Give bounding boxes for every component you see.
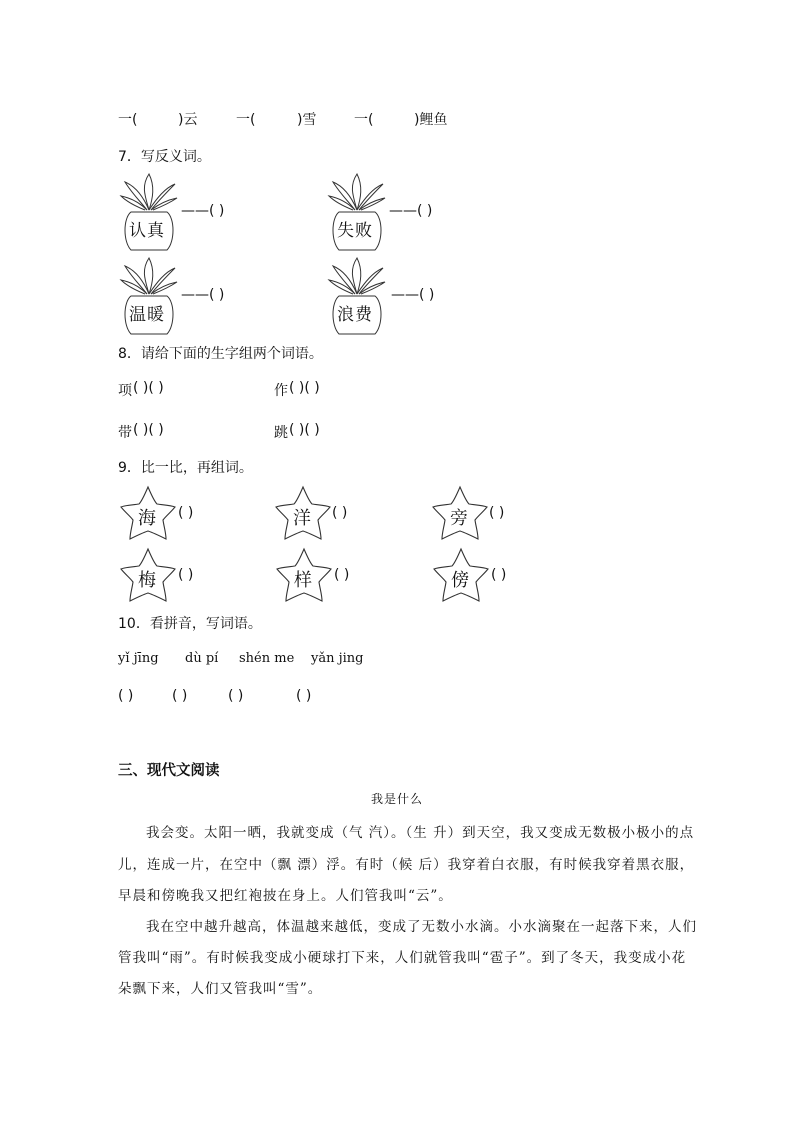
q7-blank-4[interactable]: ——( ) bbox=[391, 287, 435, 303]
q8-blanks-2[interactable]: ( )( ) bbox=[289, 380, 320, 396]
q9-blank-6[interactable]: ( ) bbox=[491, 567, 507, 583]
q9-blank-2[interactable]: ( ) bbox=[332, 505, 348, 521]
q8-char-4: 跳 bbox=[274, 425, 288, 441]
q8-blanks-4[interactable]: ( )( ) bbox=[289, 422, 320, 438]
q8-blanks-1[interactable]: ( )( ) bbox=[133, 380, 164, 396]
star-6 bbox=[431, 546, 495, 606]
passage-line-2: 儿，连成一片，在空中（飘 漂）浮。有时（候 后）我穿着白衣服，有时候我穿着黑衣服， bbox=[118, 857, 695, 873]
passage-line-6: 朵飘下来，人们又管我叫“雪”。 bbox=[118, 981, 323, 997]
pineapple-4 bbox=[327, 256, 387, 336]
q10-pinyin-2: dù pí bbox=[185, 651, 219, 666]
q10-blank-1[interactable]: ( ) bbox=[118, 688, 134, 704]
q7-blank-3[interactable]: ——( ) bbox=[181, 287, 225, 303]
q6-item-3-suffix: )鲤鱼 bbox=[414, 112, 448, 128]
q10-pinyin-3: shén me bbox=[239, 651, 295, 666]
star-char-1: 海 bbox=[138, 508, 156, 529]
star-char-6: 傍 bbox=[451, 570, 469, 591]
q10-blank-3[interactable]: ( ) bbox=[228, 688, 244, 704]
passage-title: 我是什么 bbox=[370, 792, 423, 806]
q10-title: 10．看拼音，写词语。 bbox=[118, 616, 262, 632]
pineapple-word-3: 温暖 bbox=[129, 305, 165, 325]
q8-char-3: 带 bbox=[118, 425, 132, 441]
pineapple-word-2: 失败 bbox=[337, 221, 373, 241]
q6-item-2-prefix: 一( bbox=[236, 112, 256, 128]
q8-char-2: 作 bbox=[274, 383, 288, 399]
star-2 bbox=[273, 484, 337, 544]
pineapple-1 bbox=[119, 172, 179, 252]
star-1 bbox=[118, 484, 182, 544]
passage-line-3: 早晨和傍晚我又把红袍披在身上。人们管我叫“云”。 bbox=[118, 888, 453, 904]
q8-char-1: 项 bbox=[118, 383, 132, 399]
q9-blank-1[interactable]: ( ) bbox=[178, 505, 194, 521]
star-3 bbox=[430, 484, 494, 544]
pineapple-2 bbox=[327, 172, 387, 252]
q10-blank-2[interactable]: ( ) bbox=[172, 688, 188, 704]
pineapple-word-1: 认真 bbox=[129, 221, 165, 241]
passage-line-4: 我在空中越升越高，体温越来越低，变成了无数小水滴。小水滴聚在一起落下来，人们 bbox=[146, 919, 697, 935]
q6-item-1-suffix: )云 bbox=[178, 112, 198, 128]
q9-blank-4[interactable]: ( ) bbox=[178, 567, 194, 583]
star-char-3: 旁 bbox=[450, 508, 468, 529]
q9-blank-5[interactable]: ( ) bbox=[334, 567, 350, 583]
q6-item-1-prefix: 一( bbox=[118, 112, 138, 128]
star-5 bbox=[274, 546, 338, 606]
q6-item-3-prefix: 一( bbox=[354, 112, 374, 128]
q8-blanks-3[interactable]: ( )( ) bbox=[133, 422, 164, 438]
star-char-4: 梅 bbox=[138, 570, 156, 591]
pineapple-word-4: 浪费 bbox=[337, 305, 373, 325]
star-char-5: 样 bbox=[294, 570, 312, 591]
q10-blank-4[interactable]: ( ) bbox=[296, 688, 312, 704]
q7-blank-2[interactable]: ——( ) bbox=[389, 203, 433, 219]
section-heading: 三、现代文阅读 bbox=[118, 763, 220, 779]
q6-item-2-suffix: )雪 bbox=[297, 112, 317, 128]
pineapple-3 bbox=[119, 256, 179, 336]
star-char-2: 洋 bbox=[293, 508, 311, 529]
q9-blank-3[interactable]: ( ) bbox=[489, 505, 505, 521]
q10-pinyin-1: yǐ jīng bbox=[118, 651, 159, 666]
q10-pinyin-4: yǎn jing bbox=[311, 651, 364, 666]
q7-blank-1[interactable]: ——( ) bbox=[181, 203, 225, 219]
star-4 bbox=[118, 546, 182, 606]
q7-title: 7．写反义词。 bbox=[118, 149, 211, 165]
passage-line-1: 我会变。太阳一晒，我就变成（气 汽）。（生 升）到天空，我又变成无数极小极小的点 bbox=[146, 825, 695, 841]
q8-title: 8．请给下面的生字组两个词语。 bbox=[118, 346, 323, 362]
passage-line-5: 管我叫“雨”。有时候我变成小硬球打下来，人们就管我叫“雹子”。到了冬天，我变成小花 bbox=[118, 950, 687, 966]
q9-title: 9．比一比，再组词。 bbox=[118, 460, 253, 476]
